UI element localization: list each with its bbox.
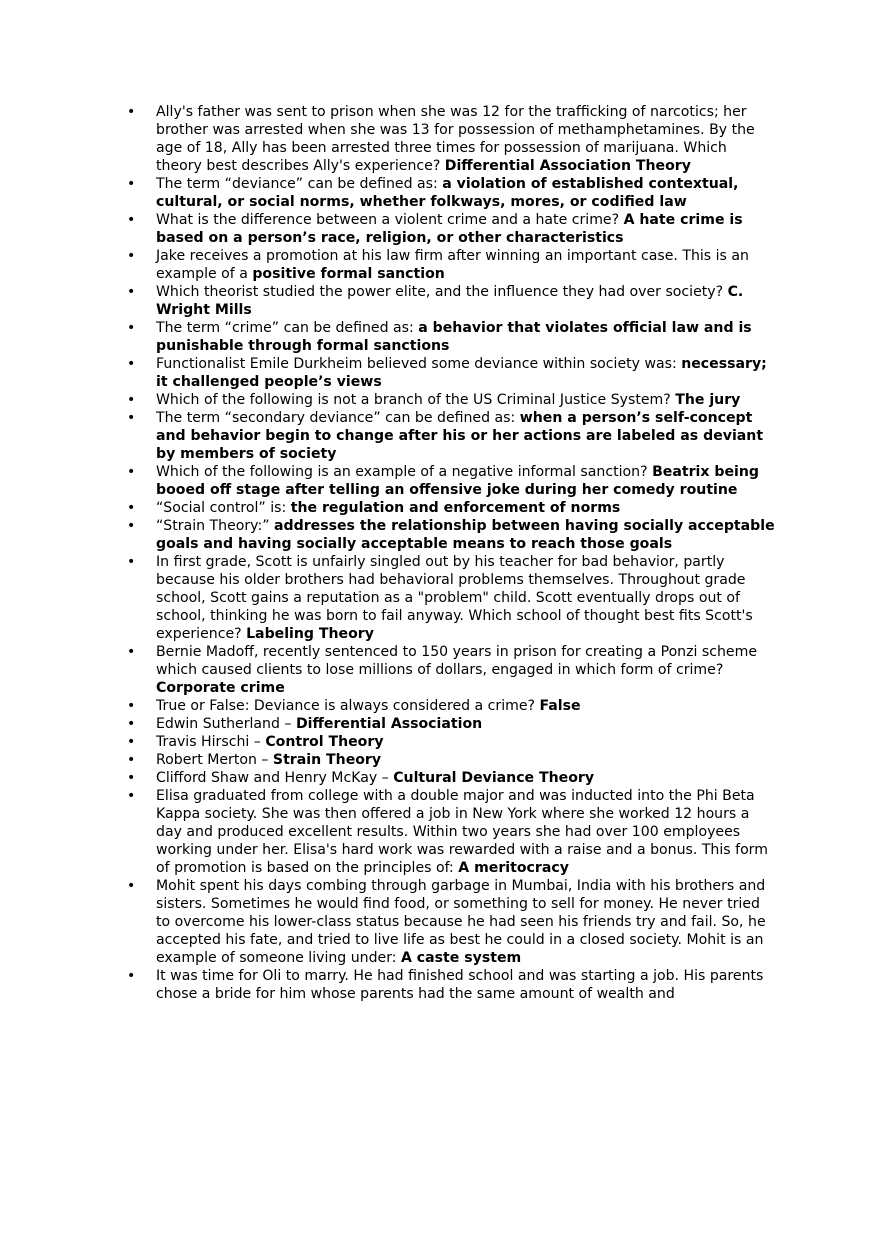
list-item <box>127 553 777 643</box>
question-text: Which theorist studied the power elite, and the inﬂuence they had over society? <box>156 284 728 300</box>
answer-text: a behavior that violates ofﬁcial law and is punishable through formal sanctions <box>156 320 752 354</box>
bullet-icon: • <box>127 968 136 984</box>
answer-text: necessary; it challenged people’s views <box>156 356 767 390</box>
bullet-icon: • <box>127 248 136 264</box>
question-text: “Strain Theory:” <box>156 518 275 534</box>
question-text: The term “crime” can be deﬁned as: <box>156 320 419 336</box>
question-text: Bernie Madoff, recently sentenced to 150 years in prison for creating a Ponzi scheme which caused clients to lose millions of dollars, engaged in which form of crime? <box>156 644 758 678</box>
list-item <box>127 787 777 877</box>
answer-text: Beatrix being booed off stage after telling an offensive joke during her comedy routine <box>156 464 759 498</box>
answer-text: False <box>539 698 581 714</box>
list-item <box>127 247 777 283</box>
list-item <box>127 211 777 247</box>
question-text: Which of the following is an example of a negative informal sanction? <box>156 464 653 480</box>
list-item <box>127 769 777 787</box>
list-item <box>127 517 777 553</box>
list-item <box>127 751 777 769</box>
list-item <box>127 733 777 751</box>
question-text: The term “deviance” can be deﬁned as: <box>156 176 443 192</box>
question-text: Travis Hirschi – <box>156 734 266 750</box>
question-text: What is the difference between a violent crime and a hate crime? <box>156 212 624 228</box>
list-item <box>127 643 777 697</box>
bullet-icon: • <box>127 284 136 300</box>
question-text: Ally's father was sent to prison when she was 12 for the trafﬁcking of narcotics; her brother was arrested when she was 13 for possession of methamphetamines. By the age of 18, Ally has been arrested three times for possession of marijuana. Which theory best describes Ally's experience? <box>156 104 755 174</box>
answer-text: Control Theory <box>265 734 384 750</box>
list-item <box>127 175 777 211</box>
bullet-icon: • <box>127 518 136 534</box>
question-text: Elisa graduated from college with a double major and was inducted into the Phi Beta Kappa society. She was then offered a job in New York where she worked 12 hours a day and produced excellent results. Within two years she had over 100 employees working under her. Elisa's hard work was rewarded with a raise and a bonus. This form of promotion is based on the principles of: <box>156 788 768 876</box>
question-text: It was time for Oli to marry. He had ﬁnished school and was starting a job. His parents chose a bride for him whose parents had the same amount of wealth and <box>156 968 764 1002</box>
bullet-icon: • <box>127 410 136 426</box>
answer-text: Cultural Deviance Theory <box>393 770 595 786</box>
question-text: Functionalist Emile Durkheim believed some deviance within society was: <box>156 356 682 372</box>
question-text: Robert Merton – <box>156 752 273 768</box>
question-text: Clifford Shaw and Henry McKay – <box>156 770 394 786</box>
question-text: The term “secondary deviance” can be deﬁned as: <box>156 410 520 426</box>
answer-text: Differential Association <box>295 716 483 732</box>
list-item <box>127 463 777 499</box>
bullet-icon: • <box>127 752 136 768</box>
answer-text: addresses the relationship between having socially acceptable goals and having socially acceptable means to reach those goals <box>156 518 775 552</box>
bullet-icon: • <box>127 392 136 408</box>
list-item <box>127 319 777 355</box>
question-text: Which of the following is not a branch of the US Criminal Justice System? <box>156 392 676 408</box>
bullet-icon: • <box>127 698 136 714</box>
list-item <box>127 877 777 967</box>
list-item <box>127 967 777 1003</box>
question-text: True or False: Deviance is always considered a crime? <box>156 698 540 714</box>
list-item <box>127 355 777 391</box>
answer-text: when a person’s self-concept and behavior begin to change after his or her actions are labeled as deviant by members of society <box>156 410 764 462</box>
list-item <box>127 499 777 517</box>
bullet-icon: • <box>127 176 136 192</box>
answer-text: positive formal sanction <box>252 266 445 282</box>
question-answer-list <box>127 103 777 1003</box>
answer-text: The jury <box>675 392 741 408</box>
answer-text: Labeling Theory <box>246 626 374 642</box>
bullet-icon: • <box>127 356 136 372</box>
bullet-icon: • <box>127 770 136 786</box>
answer-text: A meritocracy <box>458 860 569 876</box>
list-item <box>127 715 777 733</box>
bullet-icon: • <box>127 464 136 480</box>
answer-text: A caste system <box>400 950 522 966</box>
bullet-icon: • <box>127 788 136 804</box>
answer-text: C. Wright Mills <box>156 284 744 318</box>
bullet-icon: • <box>127 104 136 120</box>
answer-text: A hate crime is based on a person’s race, religion, or other characteristics <box>156 212 743 246</box>
answer-text: Corporate crime <box>156 680 285 696</box>
bullet-icon: • <box>127 500 136 516</box>
bullet-icon: • <box>127 320 136 336</box>
bullet-icon: • <box>127 734 136 750</box>
bullet-icon: • <box>127 644 136 660</box>
bullet-icon: • <box>127 716 136 732</box>
answer-text: a violation of established contextual, cultural, or social norms, whether folkways, mores, or codiﬁed law <box>156 176 739 210</box>
question-text: “Social control” is: <box>156 500 291 516</box>
question-text: In ﬁrst grade, Scott is unfairly singled out by his teacher for bad behavior, partly because his older brothers had behavioral problems themselves. Throughout grade school, Scott gains a reputation as a "problem" child. Scott eventually drops out of school, thinking he was born to fail anyway. Which school of thought best ﬁts Scott's experience? <box>156 554 753 642</box>
list-item <box>127 103 777 175</box>
question-text: Jake receives a promotion at his law ﬁrm after winning an important case. This is an example of a <box>156 248 749 282</box>
answer-text: the regulation and enforcement of norms <box>290 500 621 516</box>
list-item <box>127 697 777 715</box>
list-item <box>127 409 777 463</box>
question-text: Edwin Sutherland – <box>156 716 296 732</box>
bullet-icon: • <box>127 212 136 228</box>
question-text: Mohit spent his days combing through garbage in Mumbai, India with his brothers and sisters. Sometimes he would ﬁnd food, or something to sell for money. He never tried to overcome his lower-class status because he had seen his friends try and fail. So, he accepted his fate, and tried to live life as best he could in a closed society. Mohit is an example of someone living under: <box>156 878 766 966</box>
answer-text: Strain Theory <box>272 752 382 768</box>
answer-text: Differential Association Theory <box>444 158 691 174</box>
list-item <box>127 391 777 409</box>
list-item <box>127 283 777 319</box>
bullet-icon: • <box>127 554 136 570</box>
bullet-icon: • <box>127 878 136 894</box>
